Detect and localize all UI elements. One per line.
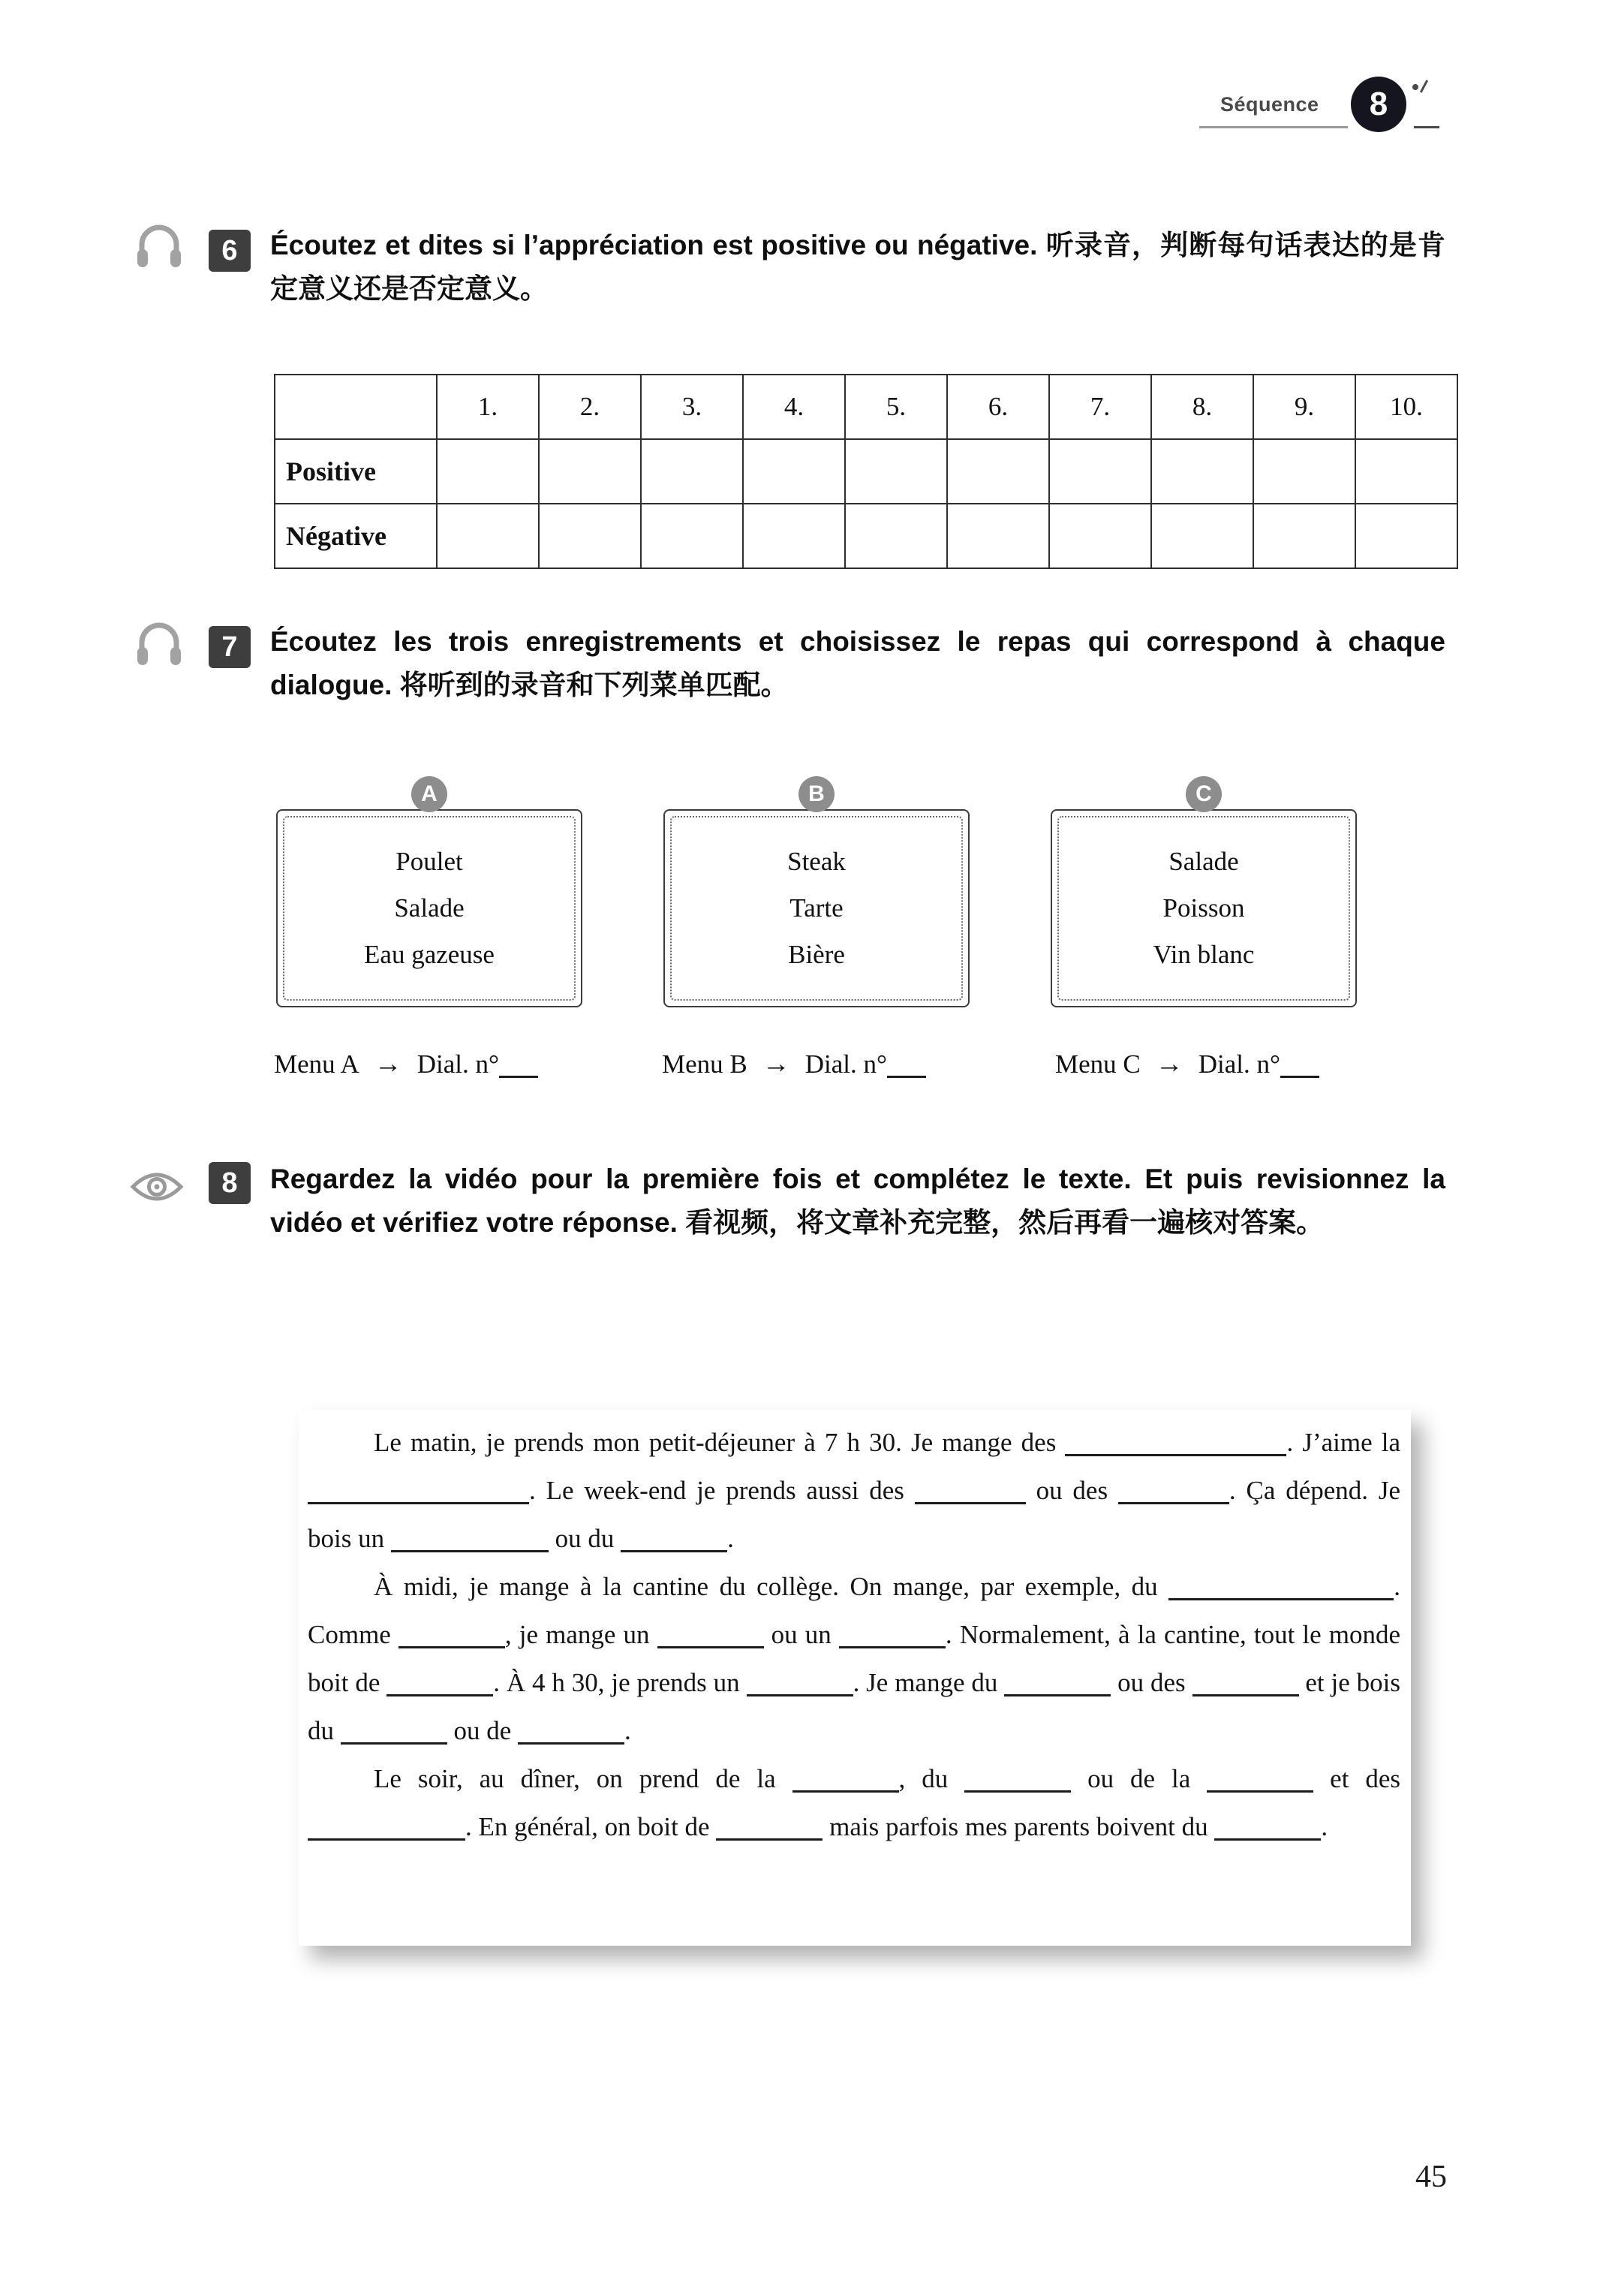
menu-item: Eau gazeuse — [364, 940, 495, 969]
positive-row — [275, 439, 1457, 504]
row-label-positive: Positive — [275, 439, 437, 504]
positive-negative-table — [274, 374, 1458, 569]
menu-a-badge: A — [411, 776, 447, 812]
exercise-8-number-badge: 8 — [209, 1162, 251, 1204]
answer-cell — [947, 439, 1049, 504]
fill-in-blank — [747, 1693, 853, 1696]
answer-cell — [845, 504, 947, 568]
answer-cell — [743, 439, 845, 504]
fill-in-blank — [398, 1645, 505, 1648]
menu-item: Tarte — [789, 893, 844, 923]
arrow-icon: → — [1155, 1049, 1183, 1079]
answer-cell — [1253, 504, 1355, 568]
menu-c-answer-label: Menu C — [1055, 1049, 1141, 1079]
answer-cell — [1049, 504, 1151, 568]
cloze-paragraph: À midi, je mange à la cantine du collège. On mange, par exemple, du . Comme , je mange un ou un . Normalement, à la cantine, tout le monde boit de . À 4 h 30, je prends un . Je mange du ou des et je bois du ou de . — [308, 1572, 1401, 1745]
sequence-ornament-tick-icon — [1420, 80, 1428, 92]
menu-item: Bière — [788, 940, 845, 969]
menu-c-items — [1052, 811, 1355, 1006]
column-header: 5. — [845, 375, 947, 439]
fill-in-blank — [1004, 1693, 1111, 1696]
menu-a-answer-line — [274, 1048, 538, 1080]
fill-in-blank — [1065, 1453, 1286, 1456]
exercise-7-instruction: Écoutez les trois enregistrements et choisissez le repas qui correspond à chaque dialogue. 将听到的录音和下列菜单匹配。 — [270, 626, 1445, 700]
headphones-icon — [135, 222, 183, 272]
fill-in-blank — [716, 1837, 823, 1841]
fill-in-blank — [308, 1837, 465, 1841]
answer-cell — [437, 504, 539, 568]
answer-cell — [1049, 439, 1151, 504]
answer-cell — [1355, 439, 1457, 504]
column-header: 3. — [641, 375, 743, 439]
exercise-7-number-badge: 7 — [209, 626, 251, 668]
cloze-paragraph: Le matin, je prends mon petit-déjeuner à 7 h 30. Je mange des . J’aime la . Le week-end je prends aussi des ou des . Ça dépend. Je bois un ou du . — [308, 1428, 1401, 1553]
cloze-paragraph: Le soir, au dîner, on prend de la , du ou de la et des . En général, on boit de mais parfois mes parents boivent du . — [308, 1755, 1400, 1851]
menu-b-items — [665, 811, 968, 1006]
sequence-header — [1199, 78, 1454, 146]
arrow-icon: → — [762, 1049, 790, 1079]
sequence-number-badge: 8 — [1351, 77, 1406, 132]
menu-item: Salade — [1168, 847, 1239, 876]
menu-a-answer-label: Menu A — [274, 1049, 359, 1079]
dial-label: Dial. n° — [804, 1049, 888, 1079]
menu-c-badge: C — [1186, 776, 1222, 812]
eye-icon — [129, 1168, 185, 1209]
dial-number-blank — [1280, 1074, 1319, 1078]
answer-cell — [437, 439, 539, 504]
fill-in-blank — [1192, 1693, 1299, 1696]
column-header: 4. — [743, 375, 845, 439]
answer-cell — [1253, 439, 1355, 504]
menu-a-items — [278, 811, 581, 1006]
column-header: 6. — [947, 375, 1049, 439]
table-corner-cell — [275, 375, 437, 439]
row-label-negative: Négative — [275, 504, 437, 568]
answer-cell — [1151, 439, 1253, 504]
menu-b-answer-label: Menu B — [662, 1049, 747, 1079]
negative-row — [275, 504, 1457, 568]
sequence-ornament-dot-icon — [1412, 84, 1418, 90]
menu-card-c — [1051, 781, 1357, 1007]
menu-card-b — [663, 781, 970, 1007]
answer-cell — [641, 504, 743, 568]
fill-in-blank — [839, 1645, 946, 1648]
fill-in-blank — [621, 1549, 727, 1552]
menu-c-answer-line — [1055, 1048, 1319, 1080]
fill-in-blank — [657, 1645, 764, 1648]
menu-item: Vin blanc — [1153, 940, 1255, 969]
exercise-6-number-badge: 6 — [209, 230, 251, 272]
answer-cell — [845, 439, 947, 504]
sequence-label: Séquence — [1220, 93, 1319, 116]
fill-in-blank — [1168, 1597, 1394, 1600]
answer-cell — [641, 439, 743, 504]
dial-number-blank — [887, 1074, 926, 1078]
menu-card-a — [276, 781, 582, 1007]
column-header: 10. — [1355, 375, 1457, 439]
arrow-icon: → — [374, 1049, 402, 1079]
fill-in-blank — [308, 1501, 529, 1504]
column-header: 2. — [539, 375, 641, 439]
menu-b-answer-line — [662, 1048, 926, 1080]
answer-cell — [947, 504, 1049, 568]
fill-in-blank — [518, 1741, 624, 1745]
fill-in-blank — [1207, 1789, 1313, 1793]
sequence-underline — [1199, 126, 1348, 128]
exercise-8-instruction: Regardez la vidéo pour la première fois et complétez le texte. Et puis revisionnez la vidéo et vérifiez votre réponse. 看视频，将文章补充完整，然后再看一遍核对答案。 — [270, 1164, 1445, 1238]
cloze-text — [308, 1419, 1400, 1851]
dial-label: Dial. n° — [417, 1049, 500, 1079]
fill-in-blank — [391, 1549, 549, 1552]
cloze-box — [299, 1410, 1411, 1946]
exercise-6-instruction: Écoutez et dites si l’appréciation est positive ou négative. 听录音，判断每句话表达的是肯定意义还是否定意义。 — [270, 230, 1445, 304]
fill-in-blank — [915, 1501, 1026, 1504]
fill-in-blank — [386, 1693, 493, 1696]
column-header: 8. — [1151, 375, 1253, 439]
answer-cell — [1151, 504, 1253, 568]
dial-number-blank — [499, 1074, 538, 1078]
menu-item: Steak — [787, 847, 846, 876]
menu-item: Salade — [394, 893, 465, 923]
table-header-row — [275, 375, 1457, 439]
answer-cell — [539, 439, 641, 504]
fill-in-blank — [341, 1741, 447, 1745]
answer-cell — [743, 504, 845, 568]
fill-in-blank — [792, 1789, 899, 1793]
column-header: 9. — [1253, 375, 1355, 439]
column-header: 1. — [437, 375, 539, 439]
headphones-icon — [135, 620, 183, 670]
answer-cell — [1355, 504, 1457, 568]
fill-in-blank — [964, 1789, 1071, 1793]
menu-item: Poisson — [1162, 893, 1245, 923]
answer-cell — [539, 504, 641, 568]
page-number: 45 — [1415, 2160, 1447, 2194]
menu-b-badge: B — [798, 776, 835, 812]
dial-label: Dial. n° — [1198, 1049, 1281, 1079]
fill-in-blank — [1214, 1837, 1321, 1841]
menu-item: Poulet — [395, 847, 463, 876]
column-header: 7. — [1049, 375, 1151, 439]
fill-in-blank — [1118, 1501, 1229, 1504]
sequence-ornament-dash-icon — [1414, 126, 1439, 128]
